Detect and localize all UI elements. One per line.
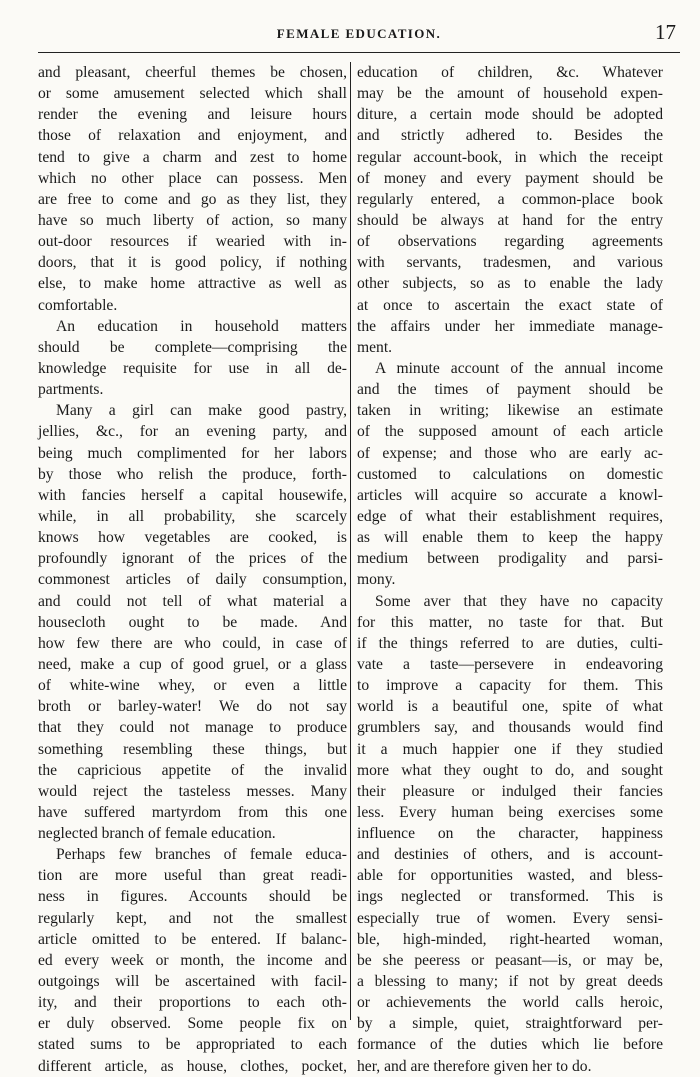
text-line: of the supposed amount of each article <box>357 423 663 441</box>
text-line: formance of the duties which lie before <box>357 1036 663 1054</box>
paragraph <box>38 400 347 844</box>
text-line: out-door resources if wearied with in- <box>38 233 347 251</box>
text-line: those of relaxation and enjoyment, and <box>38 127 347 145</box>
text-line: less. Every human being exercises some <box>357 803 663 821</box>
text-line: something resembling these things, but <box>38 740 347 758</box>
text-line: more what they ought to do, and sought <box>357 761 663 779</box>
text-line: the capricious appetite of the invalid <box>38 761 347 779</box>
text-line: of observations regarding agreements <box>357 233 663 251</box>
text-line: and the times of payment should be <box>357 381 663 399</box>
paragraph <box>357 358 663 591</box>
text-line: customed to calculations on domestic <box>357 465 663 483</box>
text-line: neglected branch of female education. <box>38 825 276 843</box>
text-line: ings neglected or transformed. This is <box>357 888 663 906</box>
header-rule <box>38 52 680 53</box>
text-line: grumblers say, and thousands would find <box>357 719 663 737</box>
text-line: ness in figures. Accounts should be <box>38 888 347 906</box>
text-line: with servants, tradesmen, and various <box>357 254 663 272</box>
text-line: the affairs under her immediate manage- <box>357 317 663 335</box>
text-line: need, make a cup of good gruel, or a glass <box>38 655 347 673</box>
text-line: especially true of women. Every sensi- <box>357 909 663 927</box>
paragraph <box>38 62 347 316</box>
text-line: commonest articles of daily consumption, <box>38 571 347 589</box>
text-line: diture, a certain mode should be adopted <box>357 106 663 124</box>
text-line: world is a beautiful one, spite of what <box>357 698 663 716</box>
text-line: Some aver that they have no capacity <box>375 592 663 610</box>
text-line: render the evening and leisure hours <box>38 106 347 124</box>
text-line: how few there are who could, in case of <box>38 634 347 652</box>
text-line: housecloth ought to be made. And <box>38 613 347 631</box>
text-line: Perhaps few branches of female educa- <box>56 846 347 864</box>
text-line: er duly observed. Some people fix on <box>38 1015 347 1033</box>
text-line: Many a girl can make good pastry, <box>56 402 347 420</box>
text-line: at once to ascertain the exact state of <box>357 296 663 314</box>
paragraph <box>38 844 347 1077</box>
text-line: different article, as house, clothes, pocket, <box>38 1057 347 1075</box>
text-line: be she peeress or peasant—is, or may be, <box>357 951 663 969</box>
text-line: taken in writing; likewise an estimate <box>357 402 663 420</box>
right-column <box>357 62 663 1077</box>
text-line: are free to come and go as they list, they <box>38 190 347 208</box>
text-line: of expense; and those who are early ac- <box>357 444 663 462</box>
text-line: knowledge requisite for use in all de- <box>38 359 347 377</box>
text-line: A minute account of the annual income <box>375 359 663 377</box>
text-line: articles will acquire so accurate a knowl- <box>357 486 663 504</box>
text-line: partments. <box>38 381 104 399</box>
paragraph <box>357 62 663 358</box>
text-line: as will enable them to keep the happy <box>357 529 663 547</box>
text-line: doors, that it is good policy, if nothing <box>38 254 347 272</box>
text-line: comfortable. <box>38 296 118 314</box>
text-line: mony. <box>357 571 396 589</box>
text-line: of money and every payment should be <box>357 169 663 187</box>
text-line: have so much liberty of action, so many <box>38 211 347 229</box>
text-line: education of children, &c. Whatever <box>357 64 663 81</box>
text-line: regular account-book, in which the receipt <box>357 148 663 166</box>
text-line: if the things referred to are duties, culti- <box>357 634 663 652</box>
text-line: broth or barley-water! We do not say <box>38 698 347 716</box>
text-line: of white-wine whey, or even a little <box>38 677 347 695</box>
text-line: being much complimented for her labors <box>38 444 347 462</box>
text-line: tend to give a charm and zest to home <box>38 148 347 166</box>
text-line: An education in household matters <box>56 317 347 335</box>
text-line: ment. <box>357 338 393 356</box>
page-number: 17 <box>655 20 676 44</box>
paragraph <box>38 316 347 401</box>
text-line: while, in all probability, she scarcely <box>38 507 347 525</box>
text-line: else, to make home attractive as well as <box>38 275 347 293</box>
text-line: ble, high-minded, right-hearted woman, <box>357 930 663 948</box>
text-line: for this matter, no taste for that. But <box>357 613 663 631</box>
text-line: medium between prodigality and parsi- <box>357 550 663 568</box>
text-line: their pleasure or indulged their fancies <box>357 782 663 800</box>
text-line: ed every week or month, the income and <box>38 951 347 969</box>
text-line: her, and are therefore given her to do. <box>357 1057 592 1075</box>
running-head: FEMALE EDUCATION. <box>276 26 442 41</box>
text-line: by those who relish the produce, forth- <box>38 465 347 483</box>
text-line: stated sums to be appropriated to each <box>38 1036 347 1054</box>
text-line: or achievements the world calls heroic, <box>357 994 663 1012</box>
text-line: which no other place can possess. Men <box>38 169 347 187</box>
text-line: should be always at hand for the entry <box>357 211 663 229</box>
text-line: ity, and their proportions to each oth- <box>38 994 347 1012</box>
text-line: and strictly adhered to. Besides the <box>357 127 663 145</box>
text-line: by a simple, quiet, straightforward per- <box>357 1015 663 1033</box>
text-line: would reject the tasteless messes. Many <box>38 782 347 800</box>
column-divider <box>350 62 351 1020</box>
text-line: jellies, &c., for an evening party, and <box>38 423 347 441</box>
text-line: vate a taste—persevere in endeavoring <box>357 655 663 673</box>
text-line: and pleasant, cheerful themes be chosen, <box>38 64 347 81</box>
text-line: with fancies herself a capital housewife, <box>38 486 347 504</box>
paragraph <box>357 591 663 1077</box>
text-line: may be the amount of household expen- <box>357 85 663 103</box>
text-line: to improve a capacity for them. This <box>357 677 663 695</box>
left-column <box>38 62 347 1077</box>
page-header <box>38 22 680 50</box>
text-line: and destinies of others, and is account- <box>357 846 663 864</box>
text-line: have suffered martyrdom from this one <box>38 803 347 821</box>
text-line: edge of what their establishment requires, <box>357 507 663 525</box>
text-line: outgoings will be ascertained with facil- <box>38 973 347 991</box>
text-line: or some amusement selected which shall <box>38 85 347 103</box>
text-line: a blessing to many; if not by great deeds <box>357 973 663 991</box>
text-line: other subjects, so as to enable the lady <box>357 275 663 293</box>
text-line: regularly entered, a common-place book <box>357 190 663 208</box>
text-line: should be complete—comprising the <box>38 338 347 356</box>
text-line: able for opportunities wasted, and bless- <box>357 867 663 885</box>
text-line: influence on the character, happiness <box>357 825 663 843</box>
text-line: regularly kept, and not the smallest <box>38 909 347 927</box>
text-line: it a much happier one if they studied <box>357 740 663 758</box>
text-line: profoundly ignorant of the prices of the <box>38 550 347 568</box>
text-line: tion are more useful than great readi- <box>38 867 347 885</box>
text-line: knows how vegetables are cooked, is <box>38 529 347 547</box>
text-line: that they could not manage to produce <box>38 719 347 737</box>
text-line: and could not tell of what material a <box>38 592 347 610</box>
text-line: article omitted to be entered. If balanc- <box>38 930 347 948</box>
